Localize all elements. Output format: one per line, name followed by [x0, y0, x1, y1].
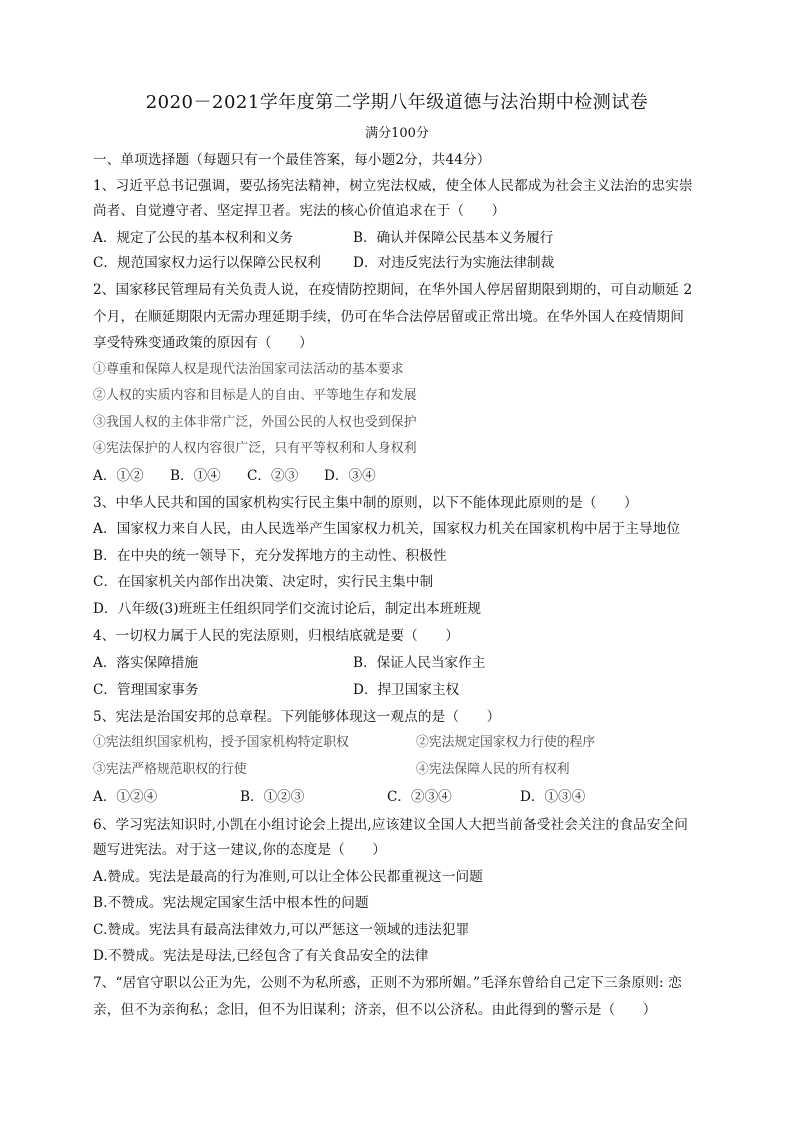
exam-title: 2020－2021学年度第二学期八年级道德与法治期中检测试卷	[145, 92, 649, 113]
question-5-stem: 5、宪法是治国安邦的总章程。下列能够体现这一观点的是（ ）	[93, 709, 501, 725]
question-1-option-c: C．规范国家权力运行以保障公民权利	[93, 255, 321, 271]
question-5-item-2: ②宪法规定国家权力行使的程序	[416, 735, 596, 750]
question-5-option-a: A．①②④	[93, 789, 158, 805]
question-7-stem-line-2: 亲，但不为亲徇私；念旧，但不为旧谋利；济亲，但不以公济私。由此得到的警示是（ ）	[93, 1002, 657, 1018]
full-score-label: 满分100分	[365, 126, 429, 141]
question-4-option-b: B．保证人民当家作主	[353, 655, 486, 671]
question-6-stem-line-1: 6、学习宪法知识时,小凯在小组讨论会上提出,应该建议全国人大把当前备受社会关注的食品安全问	[93, 817, 688, 833]
question-2-stem-line-1: 2、国家移民管理局有关负责人说，在疫情防控期间，在华外国人停居留期限到期的，可自动顺延 2	[93, 282, 693, 298]
question-4-option-c: C．管理国家事务	[93, 682, 199, 698]
question-5-option-c: C．②③④	[387, 789, 452, 805]
question-4-option-a: A．落实保障措施	[93, 655, 198, 671]
question-2-option-c: C．②③	[247, 468, 299, 484]
question-1-option-a: A．规定了公民的基本权利和义务	[93, 230, 294, 246]
question-2-stem-line-2: 个月，在顺延期限内无需办理延期手续，仍可在华合法停居留或正常出境。在华外国人在疫情期间	[93, 309, 684, 325]
question-5-option-b: B．①②③	[240, 789, 305, 805]
question-2-option-d: D．③④	[324, 468, 376, 484]
question-2-item-4: ④宪法保护的人权内容很广泛，只有平等权利和人身权利	[93, 441, 417, 456]
question-2-item-2: ②人权的实质内容和目标是人的自由、平等地生存和发展	[93, 388, 417, 403]
question-2-option-a: A．①②	[93, 468, 144, 484]
question-6-option-d: D.不赞成。宪法是母法,已经包含了有关食品安全的法律	[93, 948, 429, 964]
question-6-stem-line-2: 题写进宪法。对于这一建议,你的态度是（ ）	[93, 842, 387, 858]
question-2-item-1: ①尊重和保障人权是现代法治国家司法活动的基本要求	[93, 362, 404, 377]
question-5-option-d: D．①③④	[520, 789, 586, 805]
question-2-option-b: B．①④	[170, 468, 221, 484]
question-4-option-d: D．捍卫国家主权	[353, 682, 460, 698]
question-4-stem: 4、一切权力属于人民的宪法原则，归根结底就是要（ ）	[93, 628, 460, 644]
question-7-stem-line-1: 7、“居官守职以公正为先，公则不为私所惑，正则不为邪所媚。”毛泽东曾给自己定下三条原则: 恋	[93, 975, 682, 991]
question-1-option-d: D．对违反宪法行为实施法律制裁	[353, 255, 555, 271]
question-1-stem-line-1: 1、习近平总书记强调，要弘扬宪法精神，树立宪法权威，使全体人民都成为社会主义法治的忠实崇	[93, 178, 693, 194]
question-3-option-a: A．国家权力来自人民，由人民选举产生国家权力机关，国家权力机关在国家机构中居于主导地位	[93, 521, 681, 537]
section-heading: 一、单项选择题（每题只有一个最佳答案，每小题2分，共44分）	[93, 152, 491, 168]
question-5-item-3: ③宪法严格规范职权的行使	[93, 762, 247, 777]
question-6-option-c: C.赞成。宪法具有最高法律效力,可以严惩这一领域的违法犯罪	[93, 922, 470, 938]
question-2-stem-line-3: 享受特殊变通政策的原因有（ ）	[93, 335, 313, 351]
question-3-option-b: B．在中央的统一领导下，充分发挥地方的主动性、积极性	[93, 548, 447, 564]
question-5-item-1: ①宪法组织国家机构，授予国家机构特定职权	[93, 735, 349, 750]
question-6-option-b: B.不赞成。宪法规定国家生活中根本性的问题	[93, 895, 369, 911]
question-3-option-d: D．八年级(3)班班主任组织同学们交流讨论后，制定出本班班规	[93, 601, 482, 617]
question-3-stem: 3、中华人民共和国的国家机构实行民主集中制的原则，以下不能体现此原则的是（ ）	[93, 495, 638, 511]
question-1-option-b: B．确认并保障公民基本义务履行	[353, 230, 554, 246]
question-2-item-3: ③我国人权的主体非常广泛，外国公民的人权也受到保护	[93, 415, 417, 430]
question-6-option-a: A.赞成。宪法是最高的行为准则,可以让全体公民都重视这一问题	[93, 869, 483, 885]
question-3-option-c: C．在国家机关内部作出决策、决定时，实行民主集中制	[93, 574, 434, 590]
question-1-stem-line-2: 尚者、自觉遵守者、坚定捍卫者。宪法的核心价值追求在于（ ）	[93, 203, 506, 219]
question-5-item-4: ④宪法保障人民的所有权利	[416, 762, 570, 777]
